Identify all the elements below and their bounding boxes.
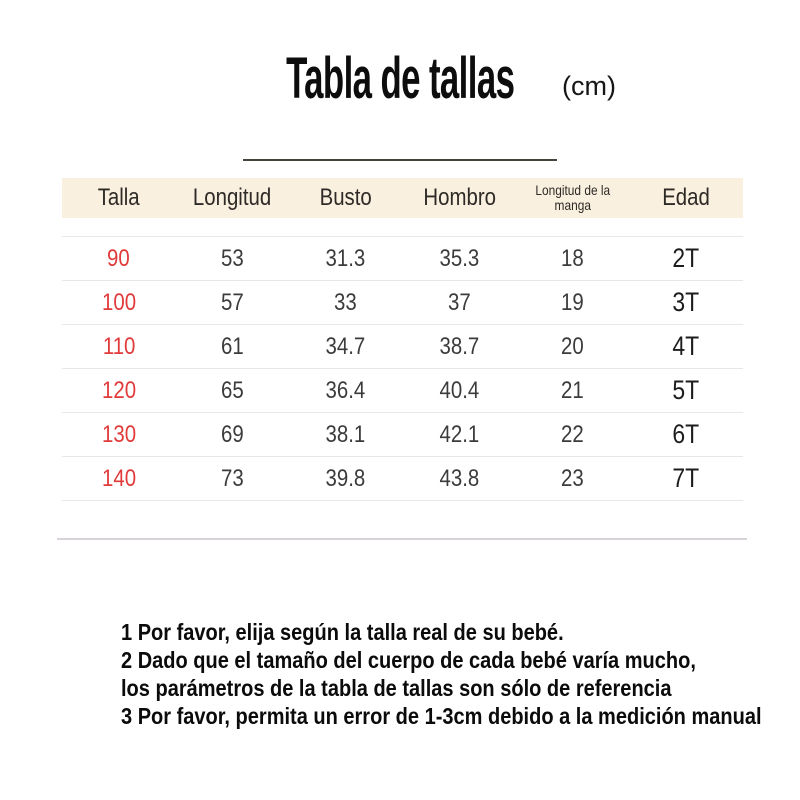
table-row <box>62 368 743 412</box>
value-cell <box>630 243 744 274</box>
column-header-label: Edad <box>662 184 711 211</box>
value-cell <box>289 289 403 317</box>
note-line <box>121 702 800 730</box>
value-cell <box>403 333 517 361</box>
value-cell <box>176 245 290 273</box>
value-cell <box>176 333 290 361</box>
cell-value: 19 <box>561 288 585 316</box>
size-table-header-row <box>62 178 743 218</box>
note-line-text: 1 Por favor, elija según la talla real de su bebé. <box>121 619 564 645</box>
value-cell <box>176 289 290 317</box>
cell-value: 38.7 <box>439 332 480 360</box>
cell-value: 6T <box>672 419 700 449</box>
cell-value: 57 <box>220 288 244 316</box>
value-cell <box>630 331 744 362</box>
cell-value: 3T <box>672 287 700 317</box>
note-line-text: los parámetros de la tabla de tallas son sólo de referencia <box>121 675 672 701</box>
cell-value: 37 <box>447 288 471 316</box>
value-cell <box>630 419 744 450</box>
note-line <box>121 618 800 646</box>
value-cell <box>516 421 630 449</box>
size-table <box>62 178 743 501</box>
value-cell <box>516 465 630 493</box>
size-table-body <box>62 236 743 501</box>
cell-value: 5T <box>672 375 700 405</box>
value-cell <box>516 245 630 273</box>
column-header-1 <box>176 184 290 212</box>
value-cell <box>289 245 403 273</box>
table-row <box>62 236 743 280</box>
size-cell <box>62 289 176 317</box>
cell-value: 61 <box>220 332 244 360</box>
value-cell <box>403 289 517 317</box>
value-cell <box>403 465 517 493</box>
column-header-label: Talla <box>97 184 140 211</box>
cell-value: 33 <box>334 288 358 316</box>
cell-value: 7T <box>672 463 700 493</box>
size-cell <box>62 333 176 361</box>
cell-value: 31.3 <box>325 244 366 272</box>
size-cell <box>62 421 176 449</box>
value-cell <box>289 333 403 361</box>
cell-value: 90 <box>107 244 131 272</box>
note-line-text: 3 Por favor, permita un error de 1-3cm debido a la medición manual <box>121 703 762 729</box>
cell-value: 21 <box>561 376 585 404</box>
cell-value: 130 <box>101 420 136 448</box>
value-cell <box>176 421 290 449</box>
cell-value: 18 <box>561 244 585 272</box>
table-row <box>62 324 743 368</box>
cell-value: 20 <box>561 332 585 360</box>
page-title: Tabla de tallas <box>285 46 515 111</box>
cell-value: 53 <box>220 244 244 272</box>
value-cell <box>630 463 744 494</box>
cell-value: 73 <box>220 464 244 492</box>
cell-value: 39.8 <box>325 464 366 492</box>
cell-value: 22 <box>561 420 585 448</box>
note-line <box>121 674 800 702</box>
cell-value: 38.1 <box>325 420 366 448</box>
note-line-text: 2 Dado que el tamaño del cuerpo de cada bebé varía mucho, <box>121 647 696 673</box>
cell-value: 100 <box>101 288 136 316</box>
column-header-label: Longitud <box>193 184 272 211</box>
value-cell <box>403 245 517 273</box>
cell-value: 23 <box>561 464 585 492</box>
notes-block <box>121 618 800 730</box>
size-cell <box>62 465 176 493</box>
column-header-2 <box>289 184 403 212</box>
value-cell <box>516 377 630 405</box>
column-header-label: Hombro <box>422 184 496 211</box>
size-cell <box>62 377 176 405</box>
cell-value: 36.4 <box>325 376 366 404</box>
value-cell <box>403 421 517 449</box>
value-cell <box>289 465 403 493</box>
column-header-label: Longitud de la manga <box>535 182 611 213</box>
value-cell <box>516 333 630 361</box>
cell-value: 69 <box>220 420 244 448</box>
cell-value: 120 <box>101 376 136 404</box>
column-header-3 <box>403 184 517 212</box>
table-row <box>62 412 743 456</box>
cell-value: 110 <box>102 332 136 360</box>
cell-value: 34.7 <box>325 332 366 360</box>
value-cell <box>403 377 517 405</box>
column-header-label: Busto <box>319 184 372 211</box>
column-header-5 <box>630 184 744 212</box>
cell-value: 65 <box>220 376 244 404</box>
cell-value: 2T <box>672 243 700 273</box>
column-header-4 <box>516 183 630 213</box>
column-header-0 <box>62 184 176 212</box>
cell-value: 140 <box>101 464 136 492</box>
value-cell <box>289 377 403 405</box>
value-cell <box>516 289 630 317</box>
table-row <box>62 280 743 324</box>
cell-value: 42.1 <box>439 420 480 448</box>
value-cell <box>176 377 290 405</box>
cell-value: 4T <box>672 331 700 361</box>
cell-value: 35.3 <box>439 244 480 272</box>
value-cell <box>176 465 290 493</box>
table-bottom-line <box>57 538 747 540</box>
cell-value: 43.8 <box>439 464 480 492</box>
title-divider-line <box>243 159 557 161</box>
unit-label: (cm) <box>562 71 616 101</box>
size-cell <box>62 245 176 273</box>
value-cell <box>289 421 403 449</box>
table-row <box>62 456 743 501</box>
note-line <box>121 646 800 674</box>
title-row <box>0 46 800 111</box>
value-cell <box>630 287 744 318</box>
cell-value: 40.4 <box>439 376 480 404</box>
value-cell <box>630 375 744 406</box>
